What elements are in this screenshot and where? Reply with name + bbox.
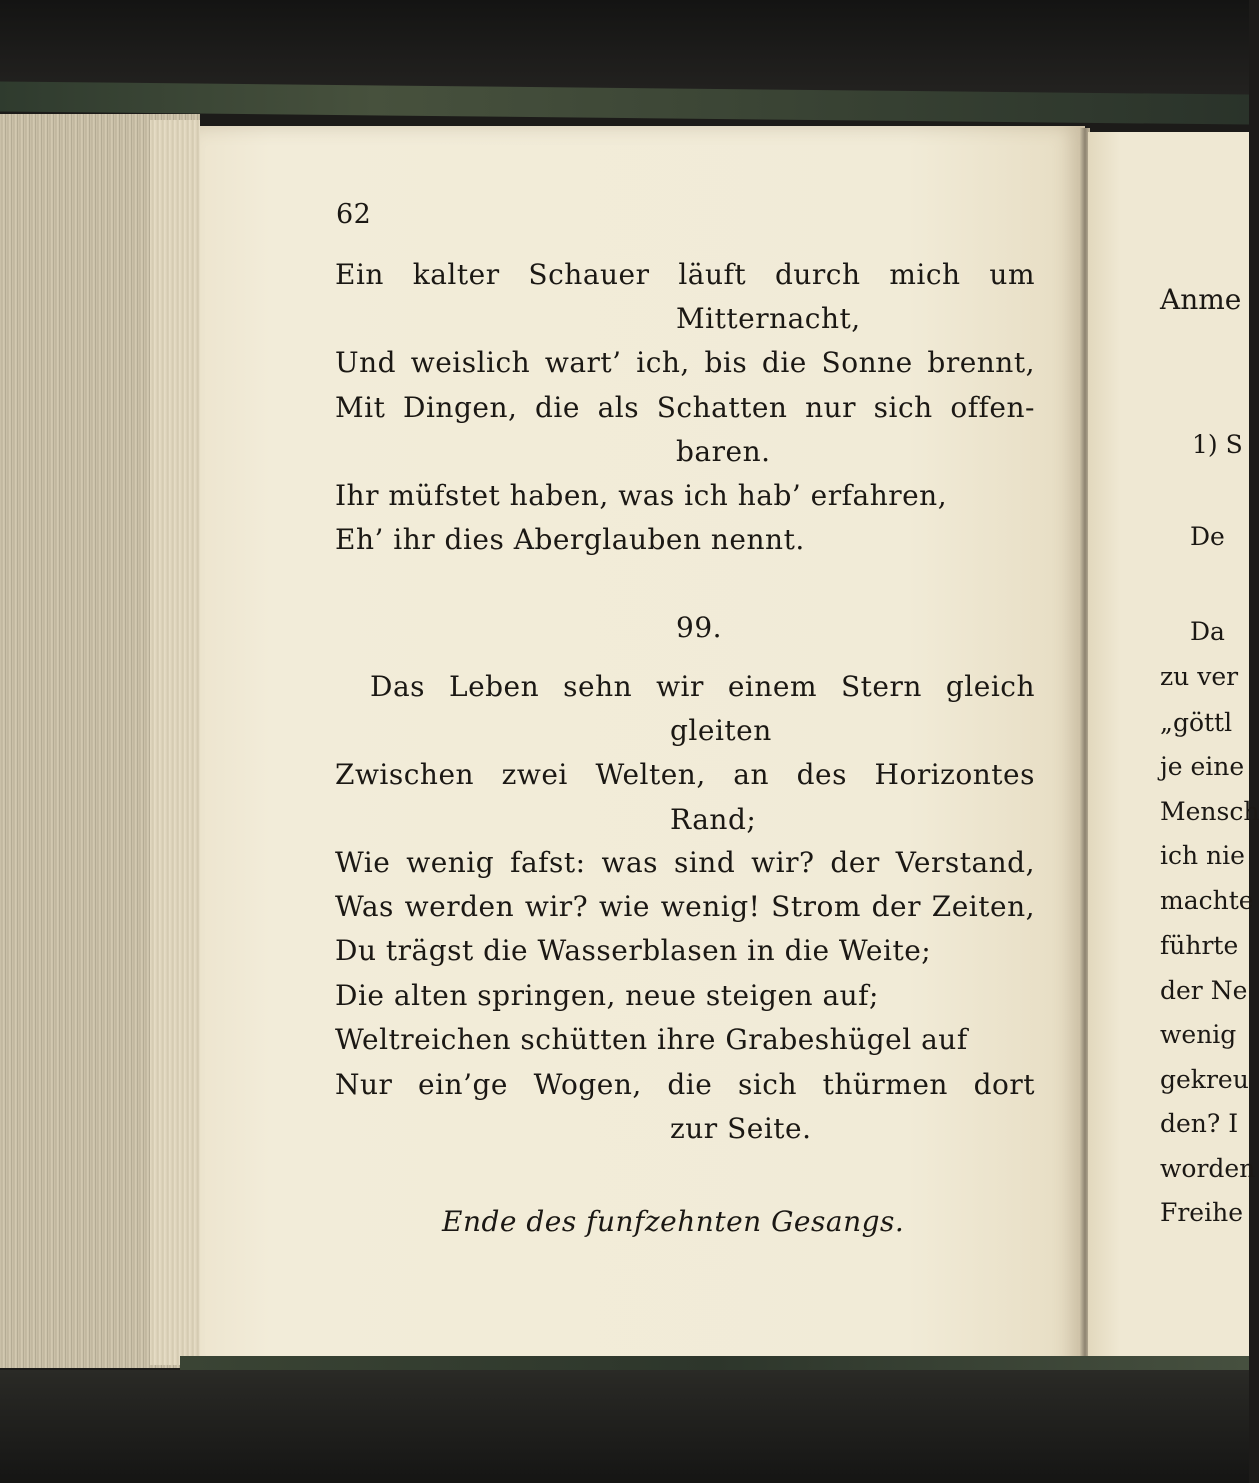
right-page-line: den? I <box>1160 1109 1239 1138</box>
backdrop-top <box>0 0 1249 95</box>
right-page-line: wenig <box>1160 1020 1237 1049</box>
backdrop-bottom <box>0 1370 1249 1483</box>
right-page-line: führte <box>1160 931 1239 960</box>
right-page-line: zu ver <box>1160 662 1239 691</box>
right-page-line: der Ne <box>1160 976 1248 1005</box>
right-page-line: De <box>1190 522 1225 551</box>
poem-line: Du trägst die Wasserblasen in die Weite; <box>335 934 932 967</box>
right-page-line: Freihe <box>1160 1198 1243 1227</box>
canto-closing: Ende des funfzehnten Gesangs. <box>442 1205 905 1238</box>
stanza-number: 99. <box>676 611 723 644</box>
poem-line: Zwischen zwei Welten, an des Horizontes <box>335 758 1035 791</box>
poem-line: Die alten springen, neue steigen auf; <box>335 979 879 1012</box>
poem-line: Das Leben sehn wir einem Stern gleich <box>370 670 1035 703</box>
poem-line: Rand; <box>670 803 757 836</box>
left-page <box>200 126 1085 1376</box>
poem-line: Wie wenig fafst: was sind wir? der Verstand, <box>335 846 1035 879</box>
poem-line: zur Seite. <box>670 1112 812 1145</box>
right-page-line: Anme <box>1160 283 1242 316</box>
right-page-line: ich nie <box>1160 841 1245 870</box>
poem-line: Eh’ ihr dies Aberglauben nennt. <box>335 523 805 556</box>
right-page-line: Mensch <box>1160 797 1259 826</box>
right-page-line: 1) S <box>1192 430 1243 459</box>
right-page-line: machte <box>1160 886 1254 915</box>
poem-line: Was werden wir? wie wenig! Strom der Zeiten, <box>335 890 1035 923</box>
poem-line: Weltreichen schütten ihre Grabeshügel auf <box>335 1023 968 1056</box>
right-page-line: worden <box>1160 1154 1256 1183</box>
poem-line: Ein kalter Schauer läuft durch mich um <box>335 258 1035 291</box>
right-page-line: Da <box>1190 617 1225 646</box>
poem-line: baren. <box>676 435 771 468</box>
poem-line: Mit Dingen, die als Schatten nur sich offen- <box>335 391 1035 424</box>
page-number: 62 <box>336 199 372 230</box>
right-page-line: gekreu <box>1160 1065 1249 1094</box>
poem-line: Und weislich wart’ ich, bis die Sonne brennt, <box>335 346 1035 379</box>
poem-line: Ihr müfstet haben, was ich hab’ erfahren, <box>335 479 948 512</box>
poem-line: gleiten <box>670 714 772 747</box>
page-block-inner-edge <box>150 120 200 1365</box>
poem-line: Mitternacht, <box>676 302 861 335</box>
right-page-line: je eine <box>1160 752 1245 781</box>
right-page-line: „göttl <box>1160 708 1233 737</box>
poem-line: Nur ein’ge Wogen, die sich thürmen dort <box>335 1068 1035 1101</box>
